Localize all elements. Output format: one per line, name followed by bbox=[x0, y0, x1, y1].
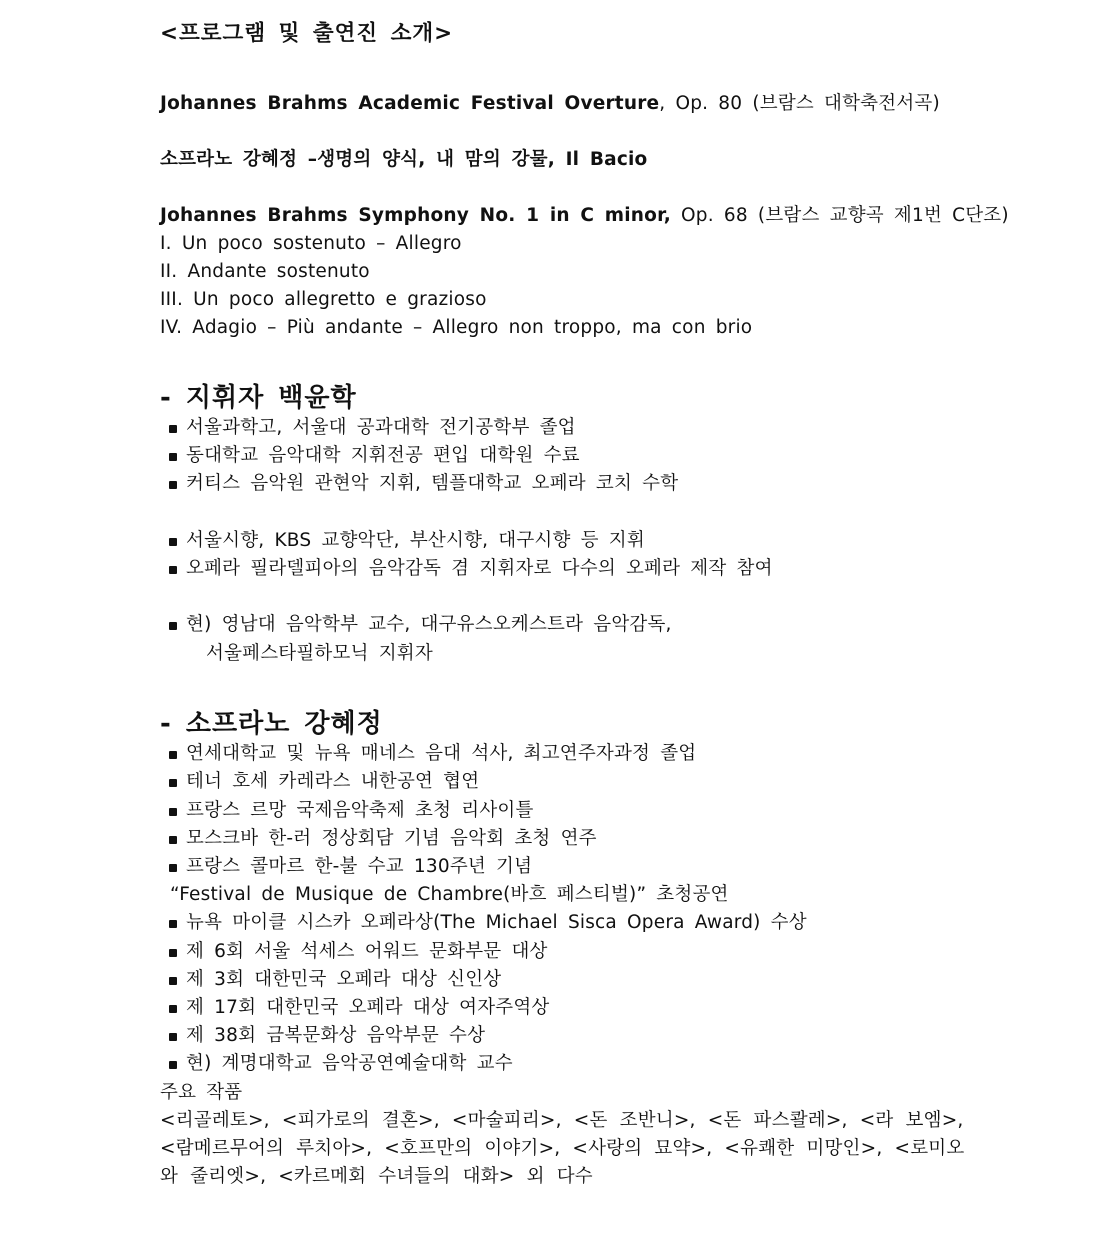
document-content bbox=[160, 18, 1009, 1191]
list-item: 제 38회 금복문화상 음악부문 수상 bbox=[160, 1022, 965, 1050]
list-item-continuation: 서울페스타필하모닉 지휘자 bbox=[206, 643, 433, 665]
list-item: 커티스 음악원 관현악 지휘, 템플대학교 오페라 코치 수학 bbox=[160, 470, 965, 498]
spacer bbox=[160, 118, 965, 146]
works-label: 주요 작품 bbox=[160, 1081, 243, 1103]
works-paragraph: <리골레토>, <피가로의 결혼>, <마술피리>, <돈 조반니>, <돈 파스콸레>, <라 보엠>, <람메르무어의 루치아>, <호프만의 이야기>, <사랑의 묘약>, <유쾌한 미망인>, <로미오와 줄리엣>, <카르메회 수녀들의 대화> 외 다수 bbox=[160, 1109, 965, 1187]
spacer bbox=[160, 499, 965, 527]
program-item-overture bbox=[160, 90, 965, 118]
movement-line: IV. Adagio – Più andante – Allegro non troppo, ma con brio bbox=[160, 317, 753, 338]
program-item-soprano: 소프라노 강혜정 –생명의 양식, 내 맘의 강물, Il Bacio bbox=[160, 149, 648, 170]
program-item-symphony bbox=[160, 202, 1009, 230]
festival-line: “Festival de Musique de Chambre(바흐 페스티벌)” 초청공연 bbox=[170, 884, 729, 906]
program-item-symphony-detail: Op. 68 (브람스 교향곡 제1번 C단조) bbox=[670, 205, 1009, 226]
program-item-overture-title: Johannes Brahms Academic Festival Overture bbox=[160, 93, 660, 114]
conductor-heading: - 지휘자 백윤학 bbox=[160, 383, 357, 413]
program-item-symphony-title: Johannes Brahms Symphony No. 1 in C minor, bbox=[160, 205, 671, 226]
list-item: 오페라 필라델피아의 음악감독 겸 지휘자로 다수의 오페라 제작 참여 bbox=[160, 555, 965, 583]
soprano-list-1 bbox=[160, 740, 965, 881]
spacer bbox=[160, 50, 965, 90]
soprano-list-2 bbox=[160, 909, 965, 1078]
list-item: 연세대학교 및 뉴욕 매네스 음대 석사, 최고연주자과정 졸업 bbox=[160, 740, 965, 768]
list-item: 제 17회 대한민국 오페라 대상 여자주역상 bbox=[160, 994, 965, 1022]
list-item: 현) 영남대 음악학부 교수, 대구유스오케스트라 음악감독, bbox=[160, 611, 965, 639]
program-item-overture-detail: , Op. 80 (브람스 대학축전서곡) bbox=[659, 93, 940, 114]
movement-line: III. Un poco allegretto e grazioso bbox=[160, 289, 487, 310]
list-item: 제 3회 대한민국 오페라 대상 신인상 bbox=[160, 966, 965, 994]
movement-line: I. Un poco sostenuto – Allegro bbox=[160, 233, 462, 254]
list-item: 동대학교 음악대학 지휘전공 편입 대학원 수료 bbox=[160, 442, 965, 470]
list-item: 뉴욕 마이클 시스카 오페라상(The Michael Sisca Opera Award) 수상 bbox=[160, 909, 965, 937]
conductor-list-1 bbox=[160, 414, 965, 499]
conductor-list-3 bbox=[160, 611, 965, 639]
list-item: 서울과학고, 서울대 공과대학 전기공학부 졸업 bbox=[160, 414, 965, 442]
spacer bbox=[160, 668, 965, 708]
list-item: 프랑스 르망 국제음악축제 초청 리사이틀 bbox=[160, 797, 965, 825]
list-item: 프랑스 콜마르 한-불 수교 130주년 기념 bbox=[160, 853, 965, 881]
list-item: 테너 호세 카레라스 내한공연 협연 bbox=[160, 768, 965, 796]
list-item: 제 6회 서울 석세스 어워드 문화부문 대상 bbox=[160, 938, 965, 966]
list-item: 서울시향, KBS 교향악단, 부산시향, 대구시향 등 지휘 bbox=[160, 527, 965, 555]
spacer bbox=[160, 174, 965, 202]
movement-line: II. Andante sostenuto bbox=[160, 261, 370, 282]
spacer bbox=[160, 342, 965, 382]
page-title: <프로그램 및 출연진 소개> bbox=[160, 21, 454, 46]
conductor-list-2 bbox=[160, 527, 965, 583]
list-item: 모스크바 한-러 정상회담 기념 음악회 초청 연주 bbox=[160, 825, 965, 853]
soprano-heading: - 소프라노 강혜정 bbox=[160, 709, 383, 740]
list-item: 현) 계명대학교 음악공연예술대학 교수 bbox=[160, 1050, 965, 1078]
spacer bbox=[160, 583, 965, 611]
